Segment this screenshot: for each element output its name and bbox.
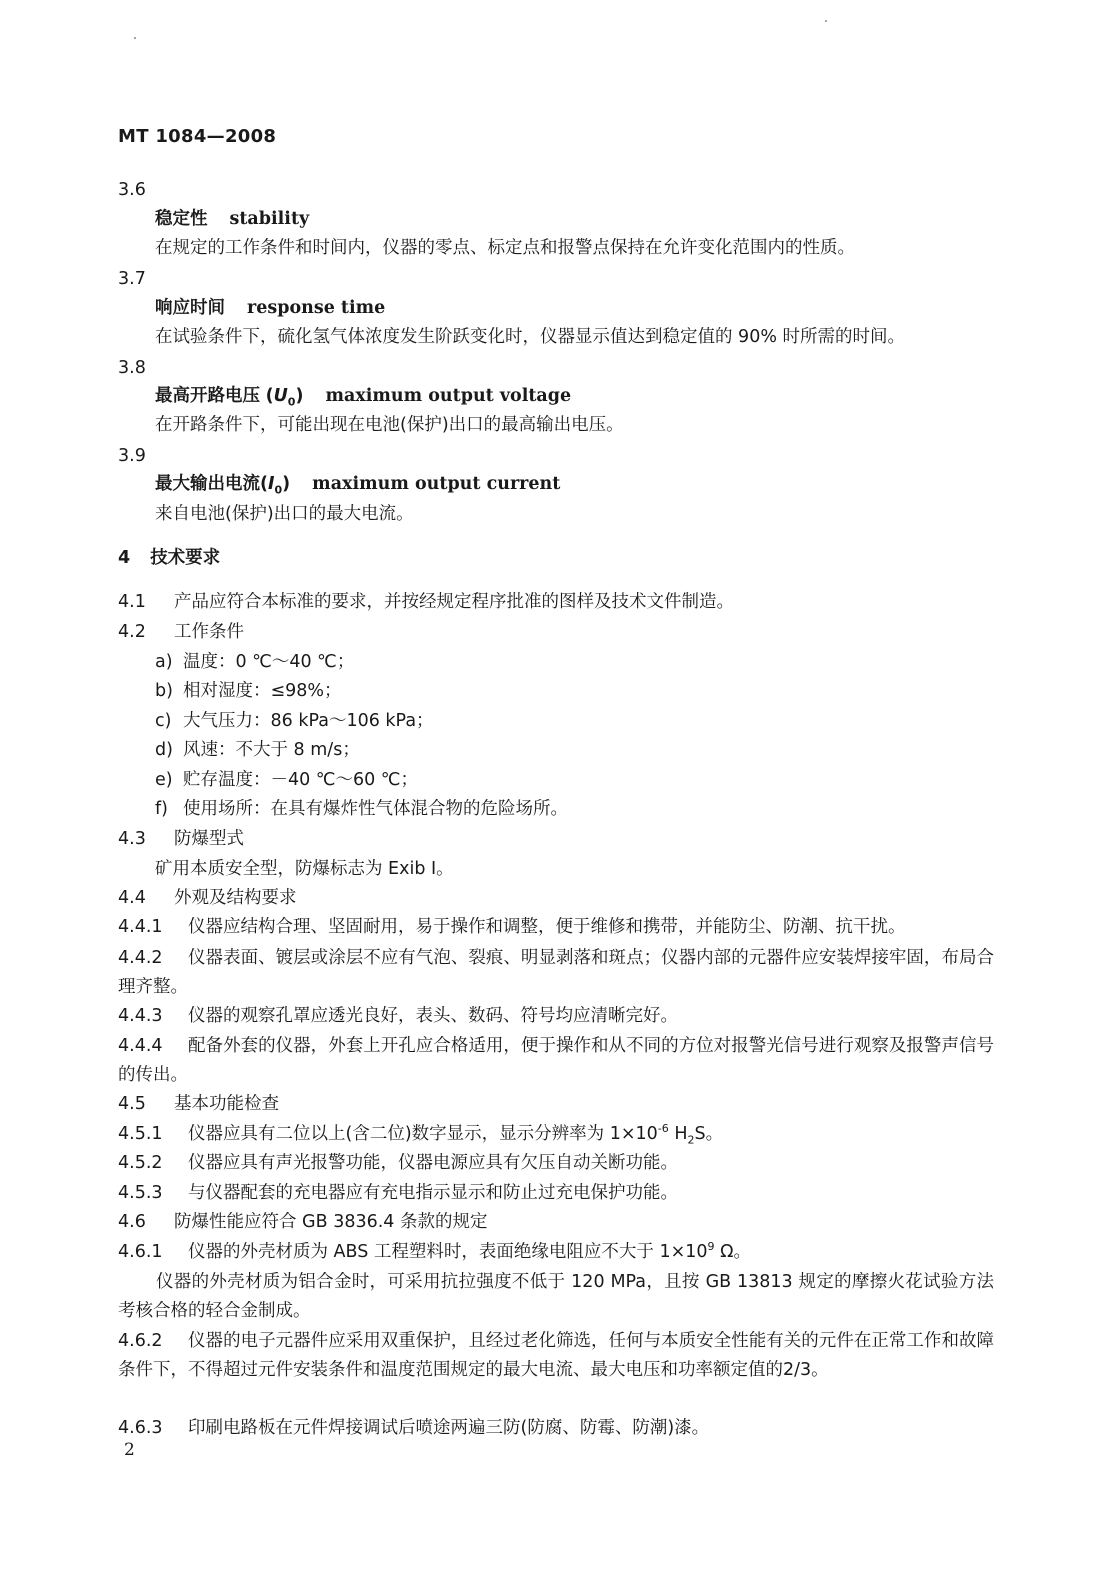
clause-text: 基本功能检查 (174, 1094, 279, 1114)
term-symbol (260, 474, 291, 497)
symbol-letter: I (268, 474, 275, 494)
exponent: -6 (657, 1122, 669, 1136)
symbol-paren: ( (265, 386, 274, 406)
clause-4-5-3 (118, 1180, 678, 1206)
clause-text: 仪器应具有声光报警功能，仪器电源应具有欠压自动关断功能。 (188, 1153, 678, 1173)
item-marker: f) (155, 799, 168, 819)
clause-number: 4.5 (118, 1094, 146, 1114)
clause-number: 4.3 (118, 829, 146, 849)
clause-4-4 (118, 885, 297, 911)
symbol-letter: U (273, 386, 288, 406)
clause-text: 防爆性能应符合 GB 3836.4 条款的规定 (174, 1212, 488, 1232)
section-heading (118, 545, 220, 571)
clause-text: 仪器应具有二位以上(含二位)数字显示，显示分辨率为 1×10 (188, 1124, 658, 1144)
term-en: maximum output voltage (325, 386, 572, 406)
exponent: 9 (707, 1240, 715, 1254)
scan-speck (825, 20, 827, 22)
clause-number: 4.4 (118, 888, 146, 908)
clause-4-5-1 (118, 1121, 723, 1147)
clause-text: 工作条件 (174, 622, 244, 642)
term-definition: 在开路条件下，可能出现在电池(保护)出口的最高输出电压。 (155, 415, 624, 435)
term-definition: 在试验条件下，硫化氢气体浓度发生阶跃变化时，仪器显示值达到稳定值的 90% 时所需的时间。 (155, 327, 906, 347)
term-zh: 最高开路电压 (155, 386, 260, 406)
clause-text: S。 (694, 1124, 724, 1144)
term-heading (155, 295, 385, 321)
clause-text: Ω。 (714, 1242, 751, 1262)
clause-text: 配备外套的仪器，外套上开孔应合格适用，便于操作和从不同的方位对报警光信号进行观察及报警声信号的传出。 (118, 1036, 994, 1085)
term-number: 3.9 (118, 446, 146, 466)
clause-4-2 (118, 619, 244, 645)
clause-4-1 (118, 589, 734, 615)
page-number: 2 (124, 1440, 135, 1460)
item-marker: a) (155, 652, 173, 672)
symbol-paren: ) (295, 386, 304, 406)
clause-number: 4.5.2 (118, 1153, 163, 1173)
condition-item (155, 649, 354, 675)
clause-4-6-1-paragraph: 仪器的外壳材质为铝合金时，可采用抗拉强度不低于 120 MPa，且按 GB 13813 规定的摩擦火花试验方法考核合格的轻合金制成。 (118, 1272, 994, 1321)
clause-text: H (668, 1124, 688, 1144)
term-definition: 在规定的工作条件和时间内，仪器的零点、标定点和报警点保持在允许变化范围内的性质。 (155, 238, 855, 258)
clause-number: 4.4.4 (118, 1036, 163, 1056)
term-number: 3.7 (118, 269, 146, 289)
clause-number: 4.5.3 (118, 1183, 163, 1203)
clause-text: 防爆型式 (174, 829, 244, 849)
clause-number: 4.6.1 (118, 1242, 163, 1262)
condition-item (155, 767, 418, 793)
item-text: 贮存温度：－40 ℃～60 ℃； (183, 770, 418, 790)
term-zh: 稳定性 (155, 209, 208, 229)
clause-text: 印刷电路板在元件焊接调试后喷途两遍三防(防腐、防霉、防潮)漆。 (188, 1418, 710, 1438)
clause-number: 4.4.1 (118, 917, 163, 937)
clause-number: 4.6.3 (118, 1418, 163, 1438)
term-en: maximum output current (312, 474, 561, 494)
clause-4-5-2 (118, 1150, 678, 1176)
clause-4-4-2 (118, 944, 994, 1002)
clause-text: 仪器的外壳材质为 ABS 工程塑料时，表面绝缘电阻应不大于 1×10 (188, 1242, 708, 1262)
clause-4-6-1 (118, 1239, 751, 1265)
condition-item (155, 737, 360, 763)
clause-4-4-4 (118, 1032, 994, 1090)
item-marker: e) (155, 770, 173, 790)
section-number: 4 (118, 548, 131, 568)
clause-text: 仪器表面、镀层或涂层不应有气泡、裂痕、明显剥落和斑点；仪器内部的元器件应安装焊接牢固，布局合理齐整。 (118, 948, 994, 997)
clause-number: 4.6 (118, 1212, 146, 1232)
condition-item (155, 796, 568, 822)
clause-4-6 (118, 1209, 488, 1235)
item-text: 温度：0 ℃～40 ℃； (183, 652, 355, 672)
clause-text: 仪器应结构合理、坚固耐用，易于操作和调整，便于维修和携带，并能防尘、防潮、抗干扰。 (188, 917, 906, 937)
symbol-subscript: 0 (287, 395, 296, 409)
clause-number: 4.5.1 (118, 1124, 163, 1144)
section-title: 技术要求 (150, 548, 221, 568)
clause-4-6-3 (118, 1415, 709, 1441)
term-heading (155, 383, 571, 409)
item-marker: b) (155, 681, 173, 701)
clause-4-5 (118, 1091, 279, 1117)
subscript: 2 (687, 1133, 695, 1147)
term-zh: 响应时间 (155, 298, 225, 318)
item-text: 使用场所：在具有爆炸性气体混合物的危险场所。 (183, 799, 568, 819)
clause-number: 4.2 (118, 622, 146, 642)
term-heading (155, 206, 309, 232)
term-number: 3.8 (118, 358, 146, 378)
term-definition: 来自电池(保护)出口的最大电流。 (155, 504, 414, 524)
symbol-paren: ) (282, 474, 291, 494)
clause-4-3 (118, 826, 244, 852)
clause-text: 产品应符合本标准的要求，并按经规定程序批准的图样及技术文件制造。 (174, 592, 734, 612)
clause-text: 外观及结构要求 (174, 888, 297, 908)
clause-number: 4.6.2 (118, 1331, 163, 1351)
clause-4-4-3 (118, 1003, 678, 1029)
clause-4-4-1 (118, 914, 906, 940)
clause-text: 仪器的电子元器件应采用双重保护，且经过老化筛选，任何与本质安全性能有关的元件在正常工作和故障条件下，不得超过元件安装条件和温度范围规定的最大电流、最大电压和功率额定值的2/3。 (118, 1331, 994, 1380)
item-marker: c) (155, 711, 172, 731)
clause-number: 4.1 (118, 592, 146, 612)
scan-speck (134, 37, 136, 39)
clause-4-6-2 (118, 1327, 994, 1385)
term-zh: 最大输出电流 (155, 474, 260, 494)
standard-code: MT 1084—2008 (118, 126, 277, 147)
term-en: response time (247, 298, 386, 318)
clause-number: 4.4.3 (118, 1006, 163, 1026)
term-symbol (265, 386, 304, 409)
term-heading (155, 471, 560, 497)
item-text: 大气压力：86 kPa～106 kPa； (183, 711, 434, 731)
item-text: 相对湿度：≤98%； (183, 681, 342, 701)
term-en: stability (229, 209, 310, 229)
clause-text: 仪器的观察孔罩应透光良好，表头、数码、符号均应清晰完好。 (188, 1006, 678, 1026)
clause-number: 4.4.2 (118, 948, 163, 968)
item-marker: d) (155, 740, 173, 760)
symbol-subscript: 0 (274, 483, 283, 497)
clause-body: 矿用本质安全型，防爆标志为 Exib Ⅰ。 (155, 859, 454, 879)
term-number: 3.6 (118, 180, 146, 200)
condition-item (155, 708, 434, 734)
clause-text: 与仪器配套的充电器应有充电指示显示和防止过充电保护功能。 (188, 1183, 678, 1203)
condition-item (155, 678, 342, 704)
item-text: 风速：不大于 8 m/s； (183, 740, 360, 760)
symbol-paren: ( (260, 474, 268, 494)
